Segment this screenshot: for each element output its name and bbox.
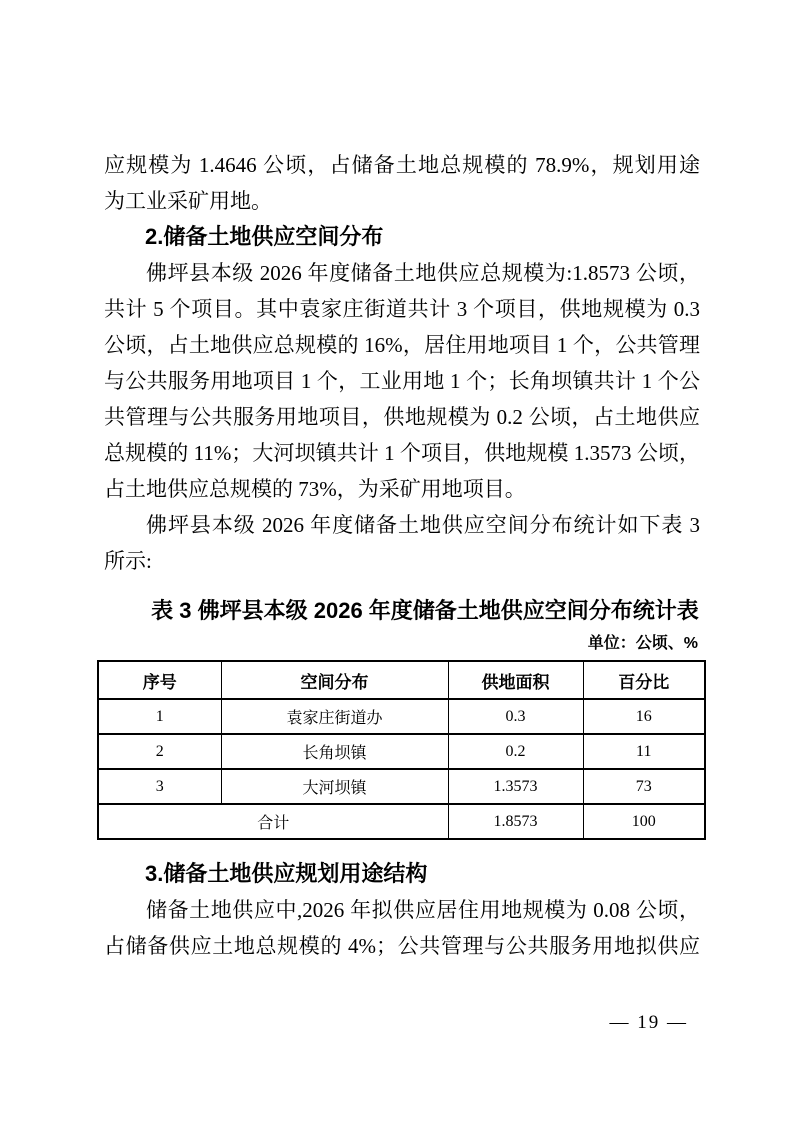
paragraph-line: 佛坪县本级 2026 年度储备土地供应总规模为:1.8573 公顷，	[146, 261, 700, 285]
table-row	[98, 769, 705, 804]
cell-area: 长角坝镇	[221, 734, 448, 769]
col-header-supply: 供地面积	[448, 661, 583, 699]
paragraph-line: 为工业采矿用地。	[104, 189, 272, 213]
table-header-row	[98, 661, 705, 699]
cell-pct: 16	[583, 699, 705, 734]
cell-area: 袁家庄街道办	[221, 699, 448, 734]
paragraph-line: 公顷，占土地供应总规模的 16%，居住用地项目 1 个，公共管理	[104, 333, 700, 357]
cell-supply: 1.3573	[448, 769, 583, 804]
paragraph-line: 所示:	[104, 549, 152, 573]
page-number: — 19 —	[609, 1012, 688, 1033]
table-total-row	[98, 804, 705, 839]
cell-no: 2	[98, 734, 221, 769]
table-unit-label: 单位：公顷、%	[587, 635, 698, 652]
cell-area: 大河坝镇	[221, 769, 448, 804]
cell-no: 1	[98, 699, 221, 734]
cell-pct: 11	[583, 734, 705, 769]
section-heading-2: 2.储备土地供应空间分布	[145, 224, 384, 249]
paragraph-line: 应规模为 1.4646 公顷，占储备土地总规模的 78.9%，规划用途	[104, 153, 700, 177]
cell-pct: 73	[583, 769, 705, 804]
cell-total-pct: 100	[583, 804, 705, 839]
paragraph-line: 共管理与公共服务用地项目，供地规模为 0.2 公顷，占土地供应	[104, 405, 700, 429]
cell-no: 3	[98, 769, 221, 804]
cell-total-supply: 1.8573	[448, 804, 583, 839]
paragraph-line: 占土地供应总规模的 73%，为采矿用地项目。	[104, 477, 526, 501]
table-row	[98, 734, 705, 769]
cell-supply: 0.2	[448, 734, 583, 769]
col-header-no: 序号	[98, 661, 221, 699]
paragraph-line: 占储备供应土地总规模的 4%；公共管理与公共服务用地拟供应	[104, 934, 700, 958]
paragraph-line: 与公共服务用地项目 1 个，工业用地 1 个；长角坝镇共计 1 个公	[104, 369, 700, 393]
table-title: 表 3 佛坪县本级 2026 年度储备土地供应空间分布统计表	[151, 598, 699, 623]
section-heading-3: 3.储备土地供应规划用途结构	[145, 861, 428, 886]
table-row	[98, 699, 705, 734]
cell-total-label: 合计	[98, 804, 448, 839]
document-content	[104, 147, 700, 964]
spatial-distribution-table	[97, 660, 706, 840]
col-header-area: 空间分布	[221, 661, 448, 699]
paragraph-line: 佛坪县本级 2026 年度储备土地供应空间分布统计如下表 3	[146, 513, 700, 537]
col-header-pct: 百分比	[583, 661, 705, 699]
paragraph-line: 总规模的 11%；大河坝镇共计 1 个项目，供地规模 1.3573 公顷，	[104, 441, 700, 465]
paragraph-line: 储备土地供应中,2026 年拟供应居住用地规模为 0.08 公顷，	[146, 898, 700, 922]
paragraph-line: 共计 5 个项目。其中袁家庄街道共计 3 个项目，供地规模为 0.3	[104, 297, 700, 321]
cell-supply: 0.3	[448, 699, 583, 734]
